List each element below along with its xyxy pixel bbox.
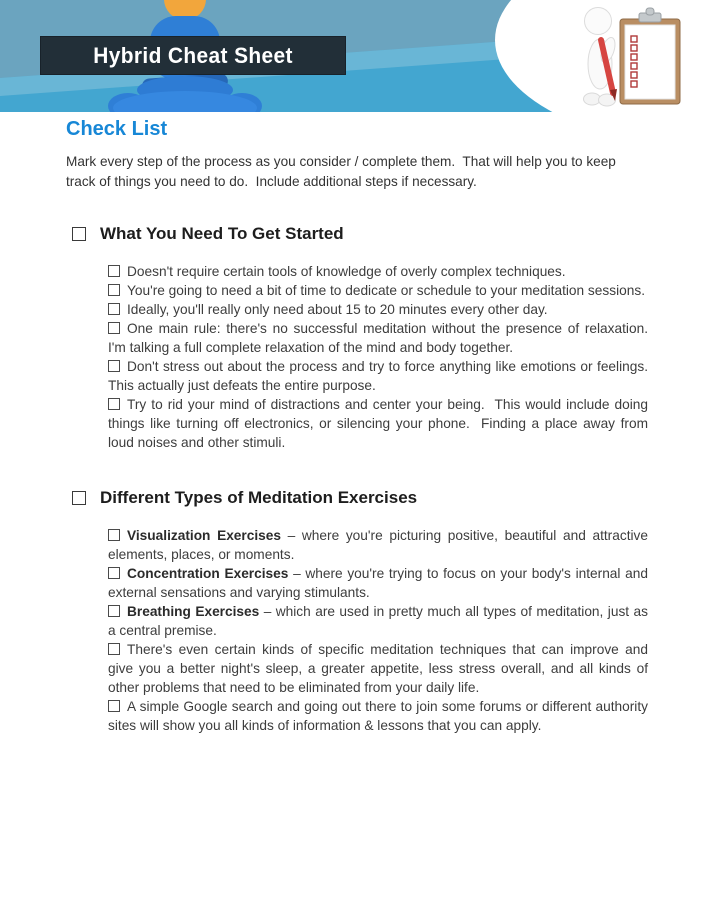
checklist-items bbox=[108, 526, 652, 735]
checklist-item: Ideally, you'll really only need about 15 to 20 minutes every other day. bbox=[108, 300, 648, 319]
checklist-items bbox=[108, 262, 656, 452]
checklist-item: Try to rid your mind of distractions and center your being. This would include doing things like turning off electronics, or silencing your phone. Finding a place away from loud noises and other stimuli. bbox=[108, 397, 652, 450]
checklist-item: Breathing Exercises – which are used in pretty much all types of meditation, just as a central premise. bbox=[108, 604, 652, 638]
section-heading bbox=[72, 223, 714, 245]
checkbox-icon[interactable] bbox=[108, 284, 120, 296]
checkbox-icon[interactable] bbox=[108, 398, 120, 410]
section-title: What You Need To Get Started bbox=[100, 224, 344, 243]
checkbox-icon[interactable] bbox=[108, 529, 120, 541]
checkbox-icon[interactable] bbox=[72, 491, 86, 505]
page-title: Check List bbox=[66, 118, 168, 140]
section-title: Different Types of Meditation Exercises bbox=[100, 488, 418, 507]
intro-paragraph: Mark every step of the process as you consider / complete them. That will help you to keep track of things you need to do. Include additional steps if necessary. bbox=[66, 154, 620, 189]
checkbox-icon[interactable] bbox=[108, 605, 120, 617]
title-bar bbox=[40, 36, 346, 75]
checkbox-icon[interactable] bbox=[72, 227, 86, 241]
checklist-item: There's even certain kinds of specific meditation techniques that can improve and give you a better night's sleep, a greater appetite, less stress overall, and all kinds of other problems that need to be eliminated from your daily life. bbox=[108, 642, 652, 695]
header-banner bbox=[0, 0, 714, 112]
section-meditation-types bbox=[0, 487, 714, 735]
checkbox-icon[interactable] bbox=[108, 567, 120, 579]
item-bold-label: Breathing Exercises bbox=[127, 604, 260, 619]
figure-head bbox=[585, 8, 612, 35]
section-heading bbox=[72, 487, 714, 509]
checklist-item: Visualization Exercises – where you're picturing positive, beautiful and attractive elements, places, or moments. bbox=[108, 528, 652, 562]
checkbox-icon[interactable] bbox=[108, 643, 120, 655]
checklist-item: You're going to need a bit of time to dedicate or schedule to your meditation sessions. bbox=[108, 281, 648, 300]
checkbox-icon[interactable] bbox=[108, 700, 120, 712]
checklist-item: A simple Google search and going out there to join some forums or different authority sites will show you all kinds of information & lessons that you can apply. bbox=[108, 699, 652, 733]
section-get-started bbox=[0, 223, 714, 452]
item-bold-label: Concentration Exercises bbox=[127, 566, 289, 581]
checklist-item: One main rule: there's no successful meditation without the presence of relaxation. I'm talking a full complete relaxation of the mind and body together. bbox=[108, 321, 656, 355]
item-bold-label: Visualization Exercises bbox=[127, 528, 281, 543]
document-title: Hybrid Cheat Sheet bbox=[93, 42, 293, 68]
checklist-item: Don't stress out about the process and try to force anything like emotions or feelings. This actually just defeats the entire purpose. bbox=[108, 359, 656, 393]
checkbox-icon[interactable] bbox=[108, 265, 120, 277]
checkbox-icon[interactable] bbox=[108, 322, 120, 334]
checklist-item: Concentration Exercises – where you're trying to focus on your body's internal and external sensations and varying stimulants. bbox=[108, 566, 652, 600]
checkbox-icon[interactable] bbox=[108, 360, 120, 372]
checklist-item: Doesn't require certain tools of knowledge of overly complex techniques. bbox=[108, 262, 648, 281]
checkbox-icon[interactable] bbox=[108, 303, 120, 315]
